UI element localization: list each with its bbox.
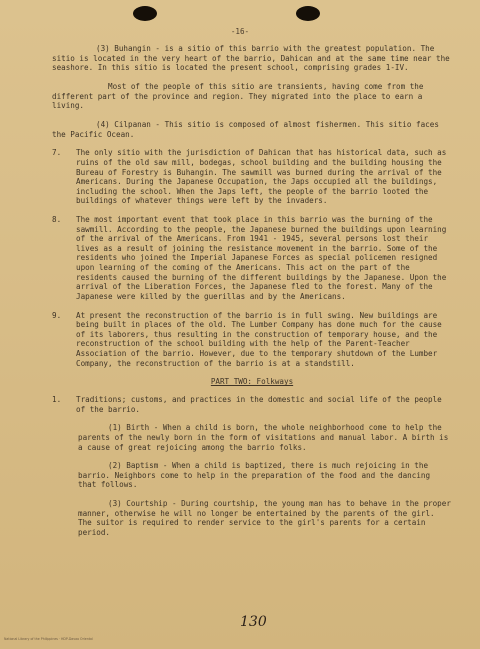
paragraph-baptism: (2) Baptism - When a child is baptized, there is much rejoicing in the barrio. Neighbors come to help in the preparation of the food and the dancing that follows.	[78, 461, 431, 490]
paragraph-text: The only sitio with the jurisdiction of Dahican that has historical data, such as ruins of the old saw mill, bodegas, school building and the building housing the Bureau of Forestry is Buhangin. The sawmill was burned during the arrival of the Americans. During the Japanese Occupation, the Japs occupied all the buildings, including the school. When the Japs left, the people of the barrio looted the buildings of whatever things were left by the invaders.	[76, 148, 447, 206]
paragraph-number: 9.	[52, 310, 62, 320]
paragraph-number: 8.	[52, 215, 62, 225]
paragraph-historical-data	[52, 148, 452, 206]
paragraph-transients: Most of the people of this sitio are transients, having come from the different part of the province and region. They migrated into the place to earn a living.	[52, 81, 424, 111]
document-body	[52, 44, 452, 547]
paragraph-important-event	[52, 215, 452, 301]
handwritten-page-mark: 130	[240, 614, 267, 630]
paragraph-text: The most important event that took place in this barrio was the burning of the sawmill. According to the people, the Japanese burned the buildings upon learning of the arrival of the Americans. From 1941 - 1945, several persons lost their lives as a result of joining the resistance movement in the barrio. Some of the residents who joined the Imperial Japanese Forces as special policemen resigned upon learning of the coming of the Americans. This act on the part of the residents caused the burning of the different buildings by the Japanese. Upon the arrival of the Liberation Forces, the Japanese fled to the forest. Many of the Japanese were killed by the guerillas and by the Americans.	[76, 215, 447, 301]
paragraph-sitio-buhangin: (3) Buhangin - is a sitio of this barrio with the greatest population. The sitio is located in the very heart of the barrio, Dahican and at the same time near the seashore. In this sitio is located the present school, comprising grades 1-IV.	[52, 44, 450, 73]
paragraph-number: 7.	[52, 148, 62, 158]
binder-hole-right	[296, 6, 320, 21]
paragraph-text: Traditions; customs, and practices in the domestic and social life of the people of the barrio.	[76, 394, 442, 414]
archive-footer: National Library of the Philippines · HDP-Davao Oriental	[4, 637, 93, 641]
page-number: -16-	[230, 27, 250, 36]
binder-hole-left	[133, 6, 157, 21]
paragraph-sitio-cilpanan: (4) Cilpanan - This sitio is composed of almost fishermen. This sitio faces the Pacific Ocean.	[52, 119, 439, 139]
paragraph-reconstruction	[52, 311, 452, 369]
paragraph-number: 1.	[52, 394, 62, 404]
section-heading: PART TWO: Folkways	[210, 377, 294, 387]
paragraph-text: At present the reconstruction of the barrio is in full swing. New buildings are being built in places of the old. The Lumber Company has done much for the cause of its laborers, thus resulting in the construction of temporary house, and the reconstruction of the school building with the help of the Parent-Teacher Association of the barrio. However, due to the temporary shutdown of the Lumber Company, the reconstruction of the barrio is at a standstill.	[76, 310, 442, 368]
paragraph-birth: (1) Birth - When a child is born, the whole neighborhood come to help the parents of the newly born in the form of visitations and manual labor. A birth is a cause of great rejoicing among the barrio folks.	[78, 423, 449, 452]
paragraph-traditions	[52, 395, 452, 414]
paragraph-courtship: (3) Courtship - During courtship, the young man has to behave in the proper manner, otherwise he will no longer be entertained by the parents of the girl. The suitor is required to render service to the girl's parents for a certain period.	[78, 499, 451, 538]
